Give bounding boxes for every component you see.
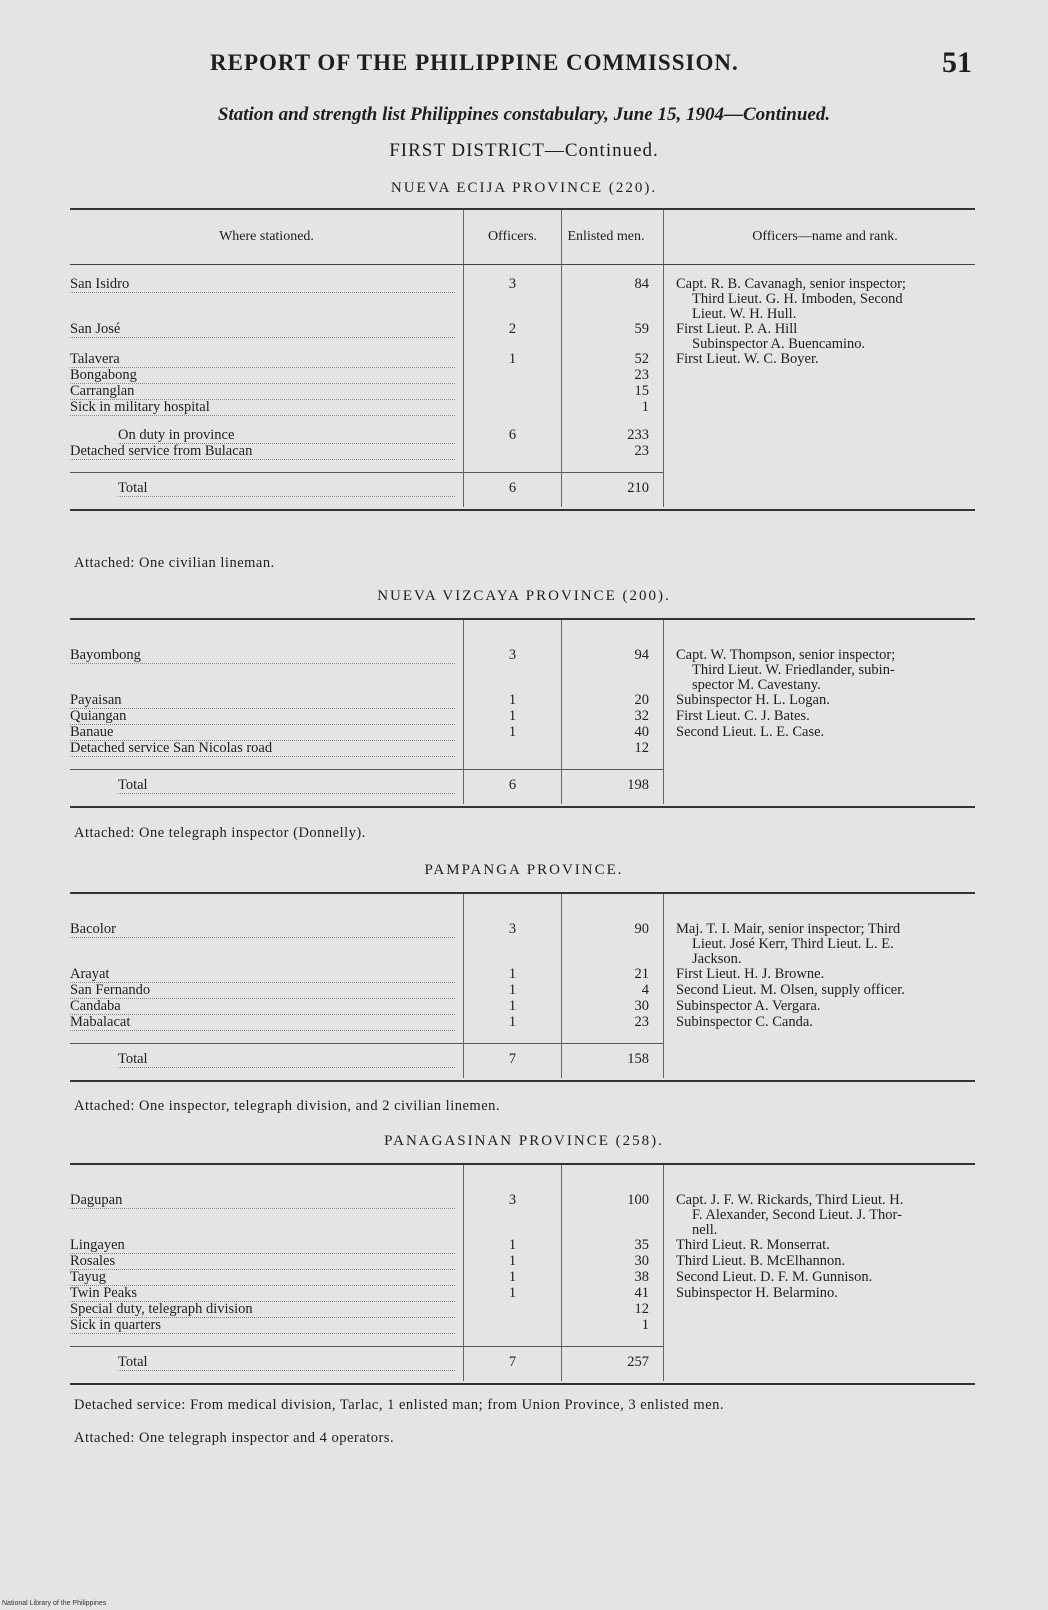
station-label: Tayug	[70, 1270, 455, 1286]
enlisted-count: 12	[562, 1302, 664, 1318]
station-name	[70, 1015, 464, 1031]
station-name	[70, 400, 464, 416]
officer-name-line: Third Lieut. G. H. Imboden, Second	[692, 291, 903, 307]
officer-names	[664, 277, 976, 322]
spacer-cell	[464, 757, 562, 770]
table-row	[70, 983, 975, 999]
officer-name-line: spector M. Cavestany.	[692, 677, 821, 693]
table-row	[70, 922, 975, 967]
total-label	[70, 473, 464, 508]
enlisted-count: 15	[562, 384, 664, 400]
total-label	[70, 1044, 464, 1079]
total-row	[70, 473, 975, 508]
table-top-rule	[464, 619, 562, 636]
officers-count	[464, 400, 562, 416]
province-heading: PANAGASINAN PROVINCE (258).	[384, 1133, 664, 1149]
officer-name-line: Capt. J. F. W. Rickards, Third Lieut. H.	[676, 1192, 904, 1208]
station-name	[70, 277, 464, 322]
station-label: Sick in military hospital	[70, 400, 455, 416]
officers-count: 1	[464, 725, 562, 741]
spacer-cell	[664, 1334, 976, 1347]
column-header: Officers.	[464, 209, 562, 265]
enlisted-count: 30	[562, 1254, 664, 1270]
officer-names	[664, 922, 976, 967]
officer-name-line: Subinspector H. Belarmino.	[676, 1285, 838, 1301]
section-note: Attached: One telegraph inspector (Donnelly).	[74, 825, 366, 841]
table-row	[70, 999, 975, 1015]
table-top-rule	[464, 1164, 562, 1181]
station-label: Arayat	[70, 967, 455, 983]
officer-names	[664, 1193, 976, 1238]
column-header: Where stationed.	[70, 209, 464, 265]
officer-names	[664, 1238, 976, 1254]
spacer-cell	[664, 460, 976, 473]
officer-name-line: Subinspector A. Vergara.	[676, 998, 821, 1014]
enlisted-count: 40	[562, 725, 664, 741]
station-label: Payaisan	[70, 693, 455, 709]
table-row	[70, 444, 975, 460]
officer-names	[664, 352, 976, 368]
total-officers: 7	[464, 1347, 562, 1382]
page-number: 51	[942, 46, 972, 79]
section-note: Attached: One inspector, telegraph division, and 2 civilian linemen.	[74, 1098, 501, 1114]
officers-count: 1	[464, 709, 562, 725]
enlisted-count: 21	[562, 967, 664, 983]
officer-names	[664, 1015, 976, 1031]
row-spacer	[70, 416, 975, 428]
spacer-cell	[464, 460, 562, 473]
officers-count: 6	[464, 428, 562, 444]
table-row	[70, 1238, 975, 1254]
column-header: Officers—name and rank.	[664, 209, 976, 265]
spacer-cell	[562, 1031, 664, 1044]
district-heading: FIRST DISTRICT—Continued.	[389, 140, 659, 161]
enlisted-count: 38	[562, 1270, 664, 1286]
station-label: Candaba	[70, 999, 455, 1015]
total-enlisted: 158	[562, 1044, 664, 1079]
station-label: San Fernando	[70, 983, 455, 999]
station-label: Quiangan	[70, 709, 455, 725]
officers-count	[464, 1302, 562, 1318]
table-row	[70, 352, 975, 368]
station-name	[70, 384, 464, 400]
table-top-rule	[664, 1164, 976, 1181]
enlisted-count: 1	[562, 400, 664, 416]
running-header: REPORT OF THE PHILIPPINE COMMISSION.	[210, 50, 739, 75]
row-spacer	[70, 757, 975, 770]
station-name	[70, 1254, 464, 1270]
station-name	[70, 1238, 464, 1254]
officer-names	[664, 693, 976, 709]
officer-name-line: First Lieut. W. C. Boyer.	[676, 351, 819, 367]
station-name	[70, 967, 464, 983]
enlisted-count: 32	[562, 709, 664, 725]
total-label-text: Total	[118, 481, 455, 497]
table-top-rule	[562, 619, 664, 636]
officer-name-line: Maj. T. I. Mair, senior inspector; Third	[676, 921, 901, 937]
table-row	[70, 428, 975, 444]
officer-name-line: F. Alexander, Second Lieut. J. Thor-	[692, 1207, 902, 1223]
enlisted-count: 20	[562, 693, 664, 709]
enlisted-count: 90	[562, 922, 664, 967]
officer-name-line: nell.	[692, 1222, 718, 1238]
spacer-cell	[70, 910, 464, 922]
officer-names	[664, 725, 976, 741]
table-top-rule	[664, 893, 976, 910]
spacer-cell	[70, 1181, 464, 1193]
officers-count	[464, 368, 562, 384]
enlisted-count: 94	[562, 648, 664, 693]
spacer-cell	[70, 1334, 464, 1347]
spacer-cell	[70, 265, 464, 278]
table-top-rule	[562, 1164, 664, 1181]
station-name	[70, 648, 464, 693]
total-officers: 7	[464, 1044, 562, 1079]
officers-count	[464, 1318, 562, 1334]
table-top-rule	[70, 893, 464, 910]
station-name	[70, 709, 464, 725]
table-bottom-rule	[70, 804, 975, 807]
officers-count: 3	[464, 277, 562, 322]
station-name	[70, 983, 464, 999]
station-name	[70, 1286, 464, 1302]
station-name	[70, 1270, 464, 1286]
enlisted-count: 1	[562, 1318, 664, 1334]
station-name	[70, 428, 464, 444]
officers-count	[464, 741, 562, 757]
officer-names	[664, 741, 976, 757]
station-table	[70, 208, 975, 511]
officer-names	[664, 983, 976, 999]
total-row	[70, 1044, 975, 1079]
table-row	[70, 384, 975, 400]
spacer-cell	[70, 757, 464, 770]
spacer-cell	[70, 460, 464, 473]
officer-name-line: Third Lieut. B. McElhannon.	[676, 1253, 846, 1269]
table-top-rule	[664, 619, 976, 636]
table-row	[70, 1015, 975, 1031]
table-row	[70, 1302, 975, 1318]
station-name	[70, 693, 464, 709]
spacer-cell	[664, 1031, 976, 1044]
enlisted-count: 23	[562, 444, 664, 460]
table-top-rule	[464, 893, 562, 910]
section-note: Detached service: From medical division, Tarlac, 1 enlisted man; from Union Province, 3 enlisted men.	[74, 1397, 725, 1413]
officer-name-line: Capt. W. Thompson, senior inspector;	[676, 647, 896, 663]
spacer-cell	[562, 1334, 664, 1347]
station-label: San Isidro	[70, 277, 455, 293]
table-row	[70, 322, 975, 352]
table-row	[70, 709, 975, 725]
enlisted-count: 12	[562, 741, 664, 757]
enlisted-count: 52	[562, 352, 664, 368]
station-name	[70, 444, 464, 460]
station-name	[70, 922, 464, 967]
officer-names	[664, 368, 976, 384]
spacer-cell	[562, 460, 664, 473]
officer-name-line: Subinspector C. Canda.	[676, 1014, 813, 1030]
station-label: Bongabong	[70, 368, 455, 384]
total-row	[70, 770, 975, 805]
officer-name-line: Third Lieut. R. Monserrat.	[676, 1237, 830, 1253]
officer-names	[664, 999, 976, 1015]
officer-names	[664, 967, 976, 983]
officer-names	[664, 428, 976, 444]
officers-count: 1	[464, 983, 562, 999]
total-label	[70, 770, 464, 805]
station-label: Sick in quarters	[70, 1318, 455, 1334]
station-label: Bayombong	[70, 648, 455, 664]
table-caption: Station and strength list Philippines constabulary, June 15, 1904—Continued.	[217, 104, 831, 125]
station-label: Special duty, telegraph division	[70, 1302, 455, 1318]
total-enlisted: 210	[562, 473, 664, 508]
table-row	[70, 1270, 975, 1286]
officer-names	[664, 444, 976, 460]
total-label-text: Total	[118, 1052, 455, 1068]
spacer-cell	[664, 416, 976, 428]
officer-name-line: Lieut. José Kerr, Third Lieut. L. E.	[692, 936, 894, 952]
station-label: Bacolor	[70, 922, 455, 938]
row-spacer	[70, 1334, 975, 1347]
station-label: Mabalacat	[70, 1015, 455, 1031]
officer-names	[664, 384, 976, 400]
enlisted-count: 84	[562, 277, 664, 322]
table-row	[70, 277, 975, 322]
province-heading: PAMPANGA PROVINCE.	[424, 862, 624, 878]
province-heading: NUEVA ECIJA PROVINCE (220).	[390, 180, 658, 196]
officers-count: 1	[464, 1270, 562, 1286]
station-label: Carranglan	[70, 384, 455, 400]
officer-names	[664, 1318, 976, 1334]
enlisted-count: 41	[562, 1286, 664, 1302]
enlisted-count: 23	[562, 1015, 664, 1031]
officer-name-line: Subinspector H. L. Logan.	[676, 692, 830, 708]
spacer-cell	[70, 1031, 464, 1044]
station-label: San José	[70, 322, 455, 338]
table-top-rule	[70, 1164, 464, 1181]
officers-count	[464, 384, 562, 400]
total-empty	[664, 1347, 976, 1382]
officers-count: 3	[464, 922, 562, 967]
table-row	[70, 368, 975, 384]
officer-names	[664, 400, 976, 416]
station-label: Rosales	[70, 1254, 455, 1270]
officers-count: 1	[464, 999, 562, 1015]
table-row	[70, 967, 975, 983]
station-name	[70, 1318, 464, 1334]
table-row	[70, 725, 975, 741]
spacer-cell	[70, 416, 464, 428]
station-name	[70, 741, 464, 757]
enlisted-count: 23	[562, 368, 664, 384]
total-empty	[664, 473, 976, 508]
spacer-cell	[464, 1031, 562, 1044]
section-note: Attached: One telegraph inspector and 4 operators.	[74, 1430, 395, 1446]
row-spacer	[70, 1031, 975, 1044]
total-officers: 6	[464, 770, 562, 805]
station-label: Lingayen	[70, 1238, 455, 1254]
enlisted-count: 100	[562, 1193, 664, 1238]
officers-count: 1	[464, 693, 562, 709]
table-row	[70, 1318, 975, 1334]
officer-names	[664, 1254, 976, 1270]
enlisted-count: 233	[562, 428, 664, 444]
station-label: On duty in province	[118, 428, 455, 444]
section-note: Attached: One civilian lineman.	[74, 555, 275, 571]
officers-count: 1	[464, 967, 562, 983]
officer-names	[664, 1270, 976, 1286]
officer-names	[664, 322, 976, 352]
officers-count: 1	[464, 1238, 562, 1254]
officers-count: 3	[464, 1193, 562, 1238]
spacer-cell	[464, 1334, 562, 1347]
total-enlisted: 198	[562, 770, 664, 805]
officers-count: 1	[464, 1015, 562, 1031]
officer-name-line: Capt. R. B. Cavanagh, senior inspector;	[676, 276, 906, 292]
total-label-text: Total	[118, 1355, 455, 1371]
station-table	[70, 1163, 975, 1385]
station-name	[70, 725, 464, 741]
enlisted-count: 30	[562, 999, 664, 1015]
officers-count: 1	[464, 1286, 562, 1302]
officer-name-line: Second Lieut. M. Olsen, supply officer.	[676, 982, 905, 998]
officer-names	[664, 1286, 976, 1302]
spacer-cell	[70, 636, 464, 648]
total-enlisted: 257	[562, 1347, 664, 1382]
total-label	[70, 1347, 464, 1382]
table-row	[70, 1254, 975, 1270]
total-empty	[664, 1044, 976, 1079]
officers-count	[464, 444, 562, 460]
province-heading: NUEVA VIZCAYA PROVINCE (200).	[377, 588, 671, 604]
station-table	[70, 892, 975, 1082]
table-top-rule	[562, 893, 664, 910]
table-bottom-rule	[70, 1078, 975, 1081]
officer-name-line: Jackson.	[692, 951, 742, 967]
officers-count: 3	[464, 648, 562, 693]
officers-count: 2	[464, 322, 562, 352]
station-label: Talavera	[70, 352, 455, 368]
spacer-cell	[664, 757, 976, 770]
station-name	[70, 352, 464, 368]
station-name	[70, 1193, 464, 1238]
table-row	[70, 693, 975, 709]
officer-name-line: First Lieut. P. A. Hill	[676, 321, 798, 337]
table-row	[70, 741, 975, 757]
station-name	[70, 322, 464, 352]
station-label: Detached service San Nicolas road	[70, 741, 455, 757]
station-label: Twin Peaks	[70, 1286, 455, 1302]
station-table	[70, 618, 975, 808]
total-officers: 6	[464, 473, 562, 508]
table-bottom-rule	[70, 1381, 975, 1384]
table-top-rule	[70, 619, 464, 636]
station-label: Detached service from Bulacan	[70, 444, 455, 460]
enlisted-count: 59	[562, 322, 664, 352]
spacer-cell	[562, 757, 664, 770]
officer-name-line: First Lieut. H. J. Browne.	[676, 966, 825, 982]
table-row	[70, 648, 975, 693]
table-row	[70, 1193, 975, 1238]
officers-count: 1	[464, 352, 562, 368]
station-label: Banaue	[70, 725, 455, 741]
enlisted-count: 35	[562, 1238, 664, 1254]
station-name	[70, 999, 464, 1015]
officer-name-line: Third Lieut. W. Friedlander, subin-	[692, 662, 895, 678]
footer-credit: National Library of the Philippines	[2, 1600, 107, 1607]
row-spacer	[70, 460, 975, 473]
enlisted-count: 4	[562, 983, 664, 999]
total-empty	[664, 770, 976, 805]
table-row	[70, 1286, 975, 1302]
officer-name-line: Lieut. W. H. Hull.	[692, 306, 797, 322]
column-header: Enlisted men.	[562, 209, 664, 265]
officer-name-line: First Lieut. C. J. Bates.	[676, 708, 810, 724]
total-label-text: Total	[118, 778, 455, 794]
officers-count: 1	[464, 1254, 562, 1270]
station-name	[70, 1302, 464, 1318]
officer-name-line: Second Lieut. L. E. Case.	[676, 724, 825, 740]
officer-names	[664, 1302, 976, 1318]
officer-names	[664, 648, 976, 693]
officer-name-line: Subinspector A. Buencamino.	[692, 336, 866, 352]
table-bottom-rule	[70, 507, 975, 510]
total-row	[70, 1347, 975, 1382]
officer-name-line: Second Lieut. D. F. M. Gunnison.	[676, 1269, 873, 1285]
station-label: Dagupan	[70, 1193, 455, 1209]
table-row	[70, 400, 975, 416]
station-name	[70, 368, 464, 384]
officer-names	[664, 709, 976, 725]
